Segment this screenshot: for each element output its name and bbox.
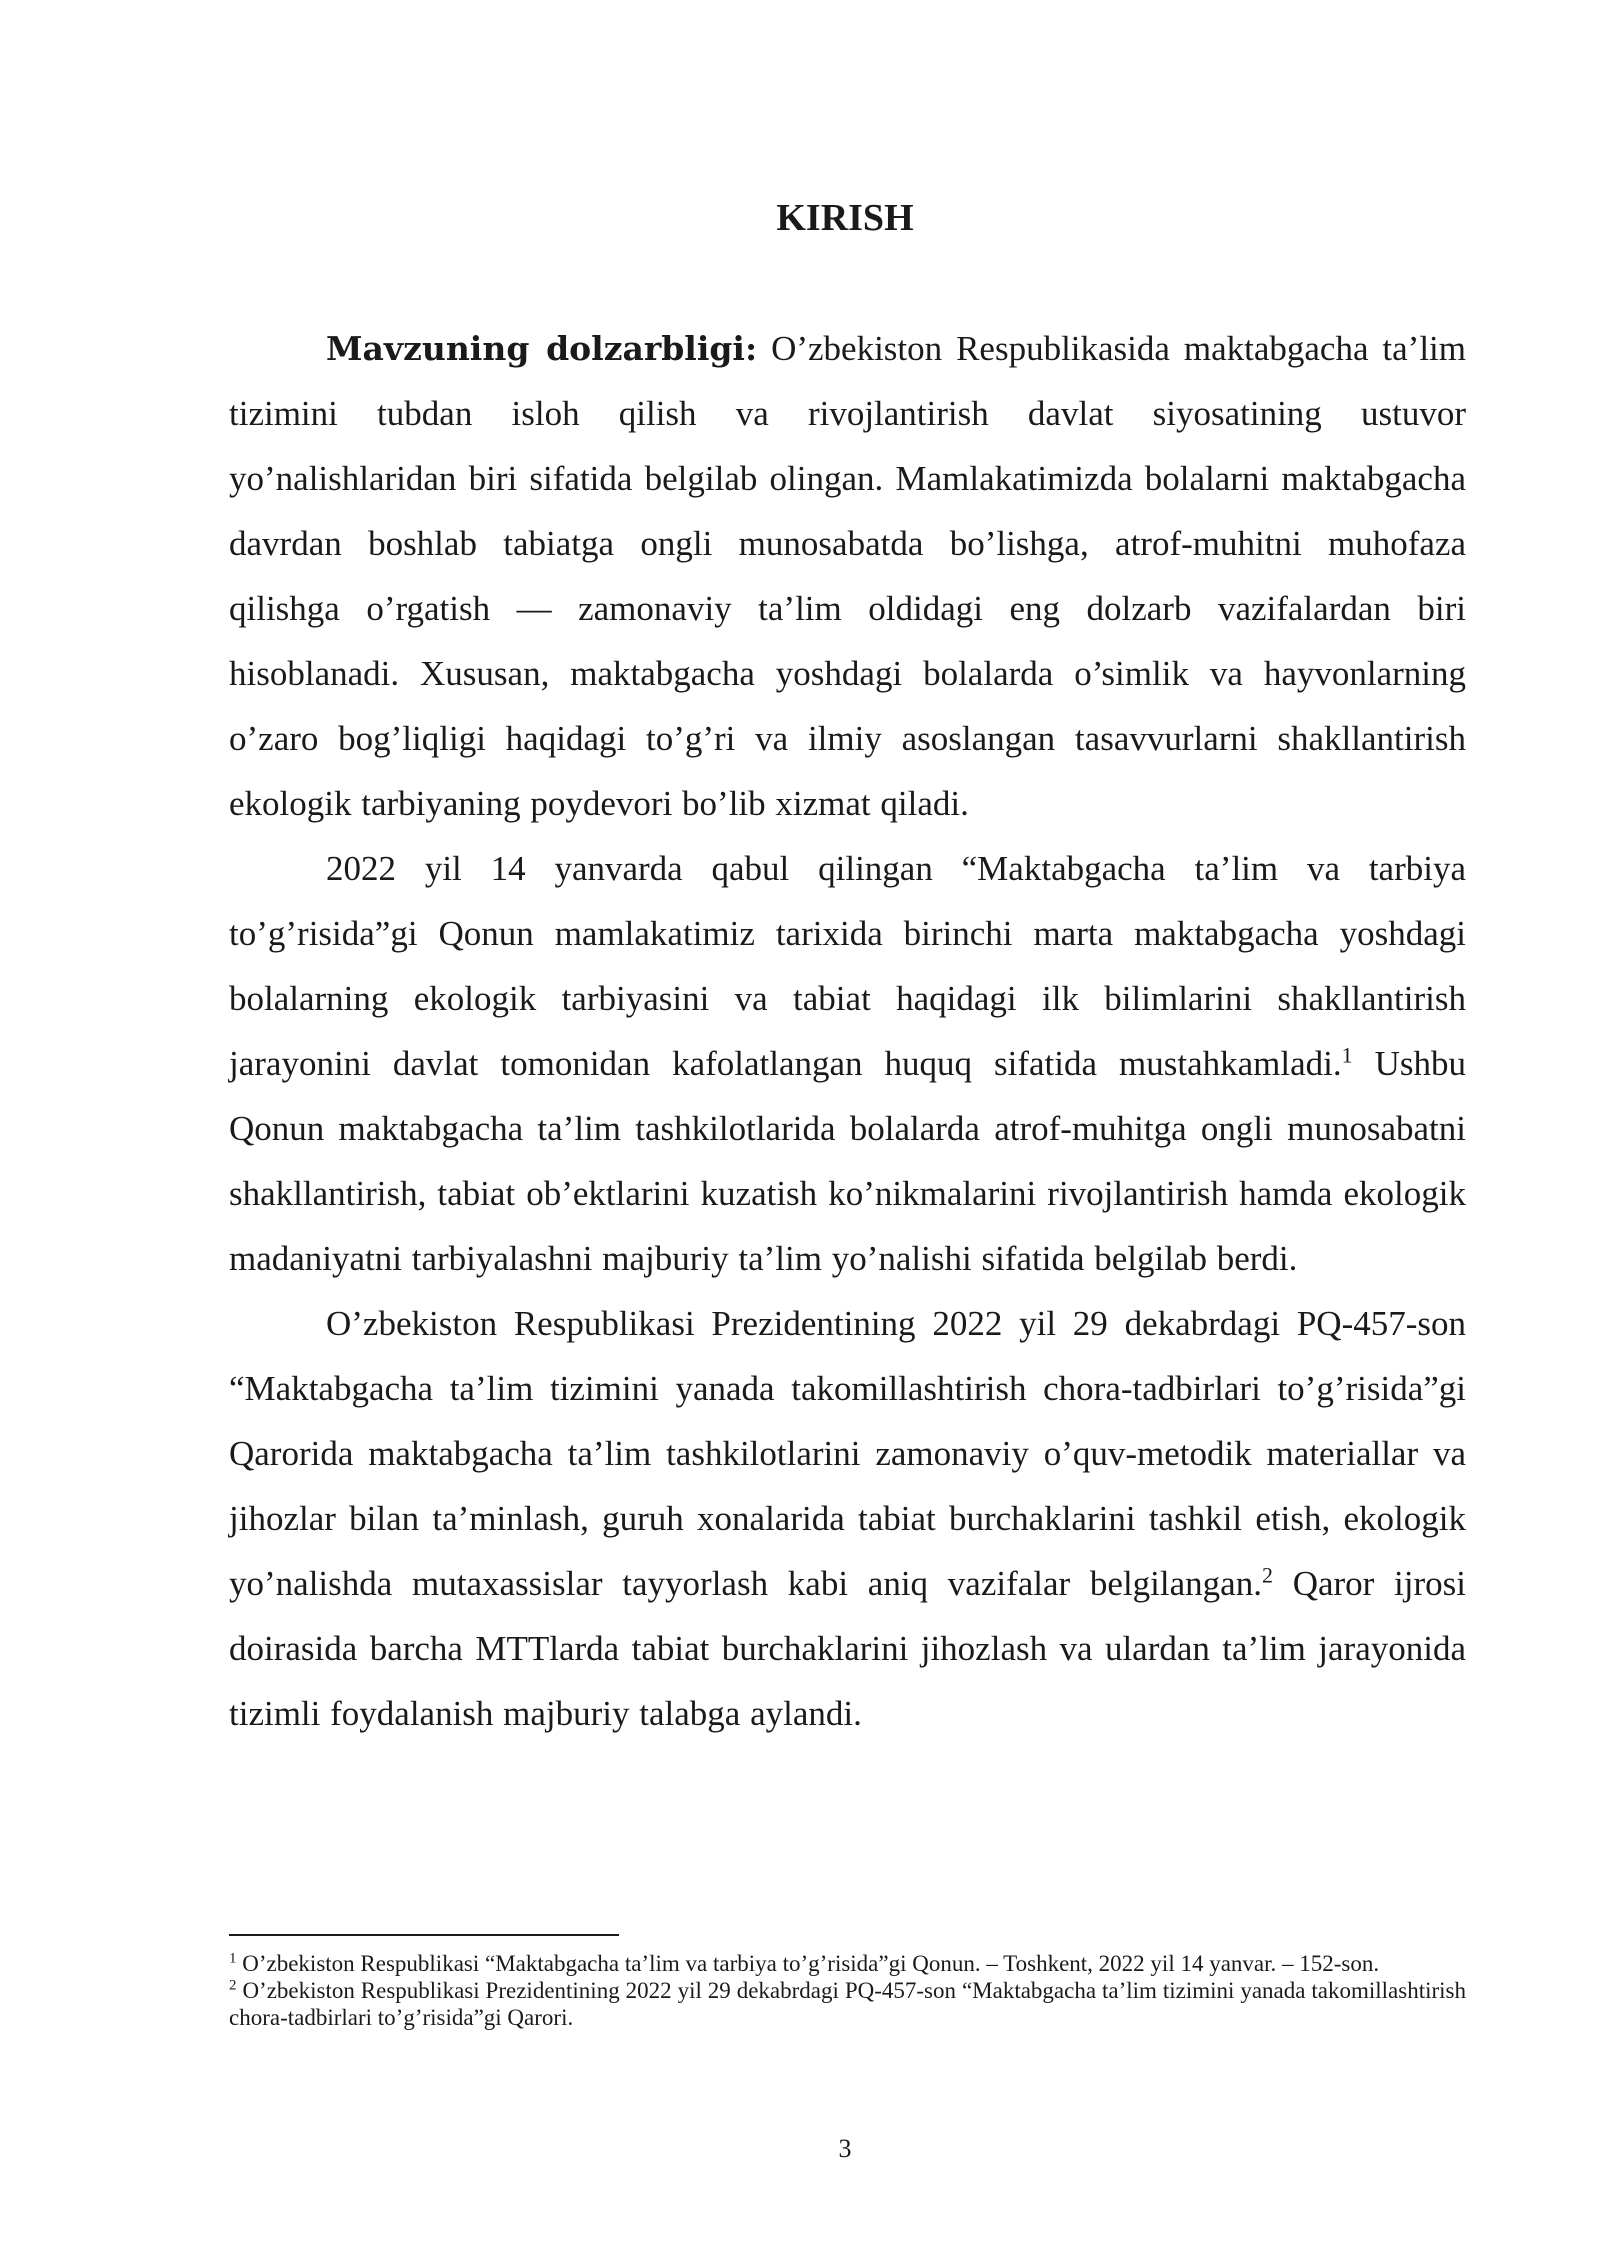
paragraph-relevance xyxy=(229,316,1466,836)
paragraph-text: Qaror ijrosi doirasida barcha MTTlarda tabiat burchaklarini jihozlash va ulardan ta’lim jarayonida tizimli foydalanish majburiy talabga aylandi. xyxy=(229,1564,1466,1733)
page-number: 3 xyxy=(838,2134,852,2163)
footnote-number: 2 xyxy=(229,1977,237,1994)
footnotes xyxy=(229,1950,1466,2031)
paragraph-text: O’zbekiston Respublikasida maktabgacha ta’lim tizimini tubdan isloh qilish va rivojlantirish davlat siyosatining ustuvor yo’nalishlaridan biri sifatida belgilab olingan. Mamlakatimizda bolalarni maktabgacha davrdan boshlab tabiatga ongli munosabatda bo’lishga, atrof-muhitni muhofaza qilishga o’rgatish — zamonaviy ta’lim oldidagi eng dolzarb vazifalardan biri hisoblanadi. Xususan, maktabgacha yoshdagi bolalarda o’simlik va hayvonlarning o’zaro bog’liqligi haqidagi to’g’ri va ilmiy asoslangan tasavvurlarni shakllantirish ekologik tarbiyaning poydevori bo’lib xizmat qiladi. xyxy=(229,329,1466,823)
footnote-divider xyxy=(229,1934,619,1936)
footnote-text: O’zbekiston Respublikasi Prezidentining 2022 yil 29 dekabrdagi PQ-457-son “Maktabgacha ta’lim tizimini yanada takomillashtirish chora-tadbirlari to’g’risida”gi Qarori. xyxy=(229,1978,1466,2030)
footnote-text: O’zbekiston Respublikasi “Maktabgacha ta’lim va tarbiya to’g’risida”gi Qonun. – Toshkent, 2022 yil 14 yanvar. – 152-son. xyxy=(236,1951,1380,1976)
paragraph-text: O’zbekiston Respublikasi Prezidentining 2022 yil 29 dekabrdagi PQ-457-son “Maktabgacha ta’lim tizimini yanada takomillashtirish chora-tadbirlari to’g’risida”gi Qarorida maktabgacha ta’lim tashkilotlarini zamonaviy o’quv-metodik materiallar va jihozlar bilan ta’minlash, guruh xonalarida tabiat burchaklarini tashkil etish, ekologik yo’nalishda mutaxassislar tayyorlash kabi aniq vazifalar belgilangan. xyxy=(229,1304,1466,1603)
page-title: KIRISH xyxy=(776,197,914,239)
footnote-2 xyxy=(229,1977,1466,2031)
body-text xyxy=(229,316,1466,1746)
paragraph-text: 2022 yil 14 yanvarda qabul qilingan “Maktabgacha ta’lim va tarbiya to’g’risida”gi Qonun mamlakatimiz tarixida birinchi marta maktabgacha yoshdagi bolalarning ekologik tarbiyasini va tabiat haqidagi ilk bilimlarini shakllantirish jarayonini davlat tomonidan kafolatlangan huquq sifatida mustahkamladi. xyxy=(229,849,1466,1083)
footnote-1 xyxy=(229,1950,1466,1977)
paragraph-law xyxy=(229,836,1466,1291)
paragraph-decree xyxy=(229,1291,1466,1746)
footnote-ref-2: 2 xyxy=(1261,1562,1273,1588)
footnote-ref-1: 1 xyxy=(1341,1042,1353,1068)
footnote-number: 1 xyxy=(229,1950,237,1967)
paragraph-text: Ushbu Qonun maktabgacha ta’lim tashkilotlarida bolalarda atrof-muhitga ongli munosabatni shakllantirish, tabiat ob’ektlarini kuzatish ko’nikmalarini rivojlantirish hamda ekologik madaniyatni tarbiyalashni majburiy ta’lim yo’nalishi sifatida belgilab berdi. xyxy=(229,1044,1466,1278)
paragraph-lead: Mavzuning dolzarbligi: xyxy=(326,329,758,368)
